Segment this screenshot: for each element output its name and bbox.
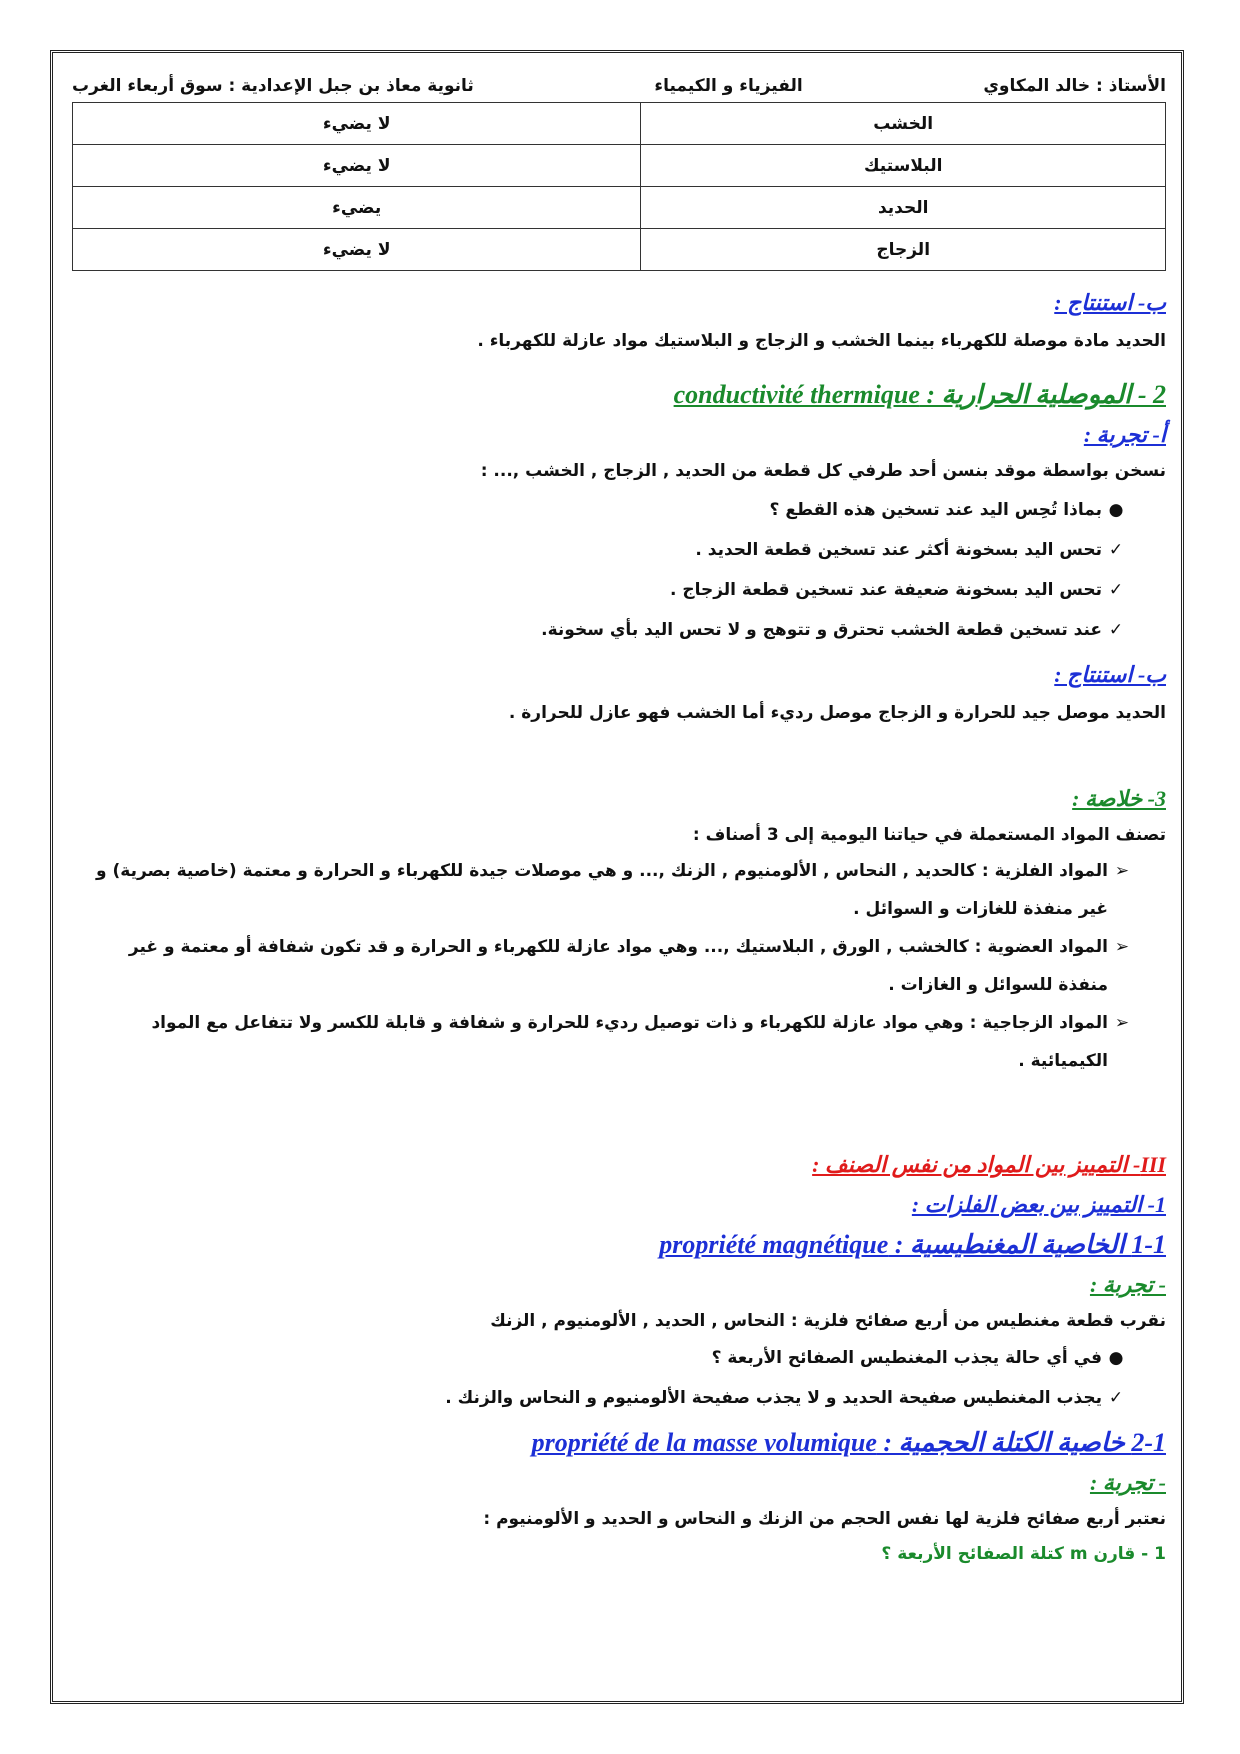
result-cell: لا يضيء <box>73 229 641 271</box>
experiment-title: أ- تجربة : <box>1083 422 1166 447</box>
answer-item: ✓ عند تسخين قطعة الخشب تحترق و تتوهج و لا تحس اليد بأي سخونة. <box>72 610 1166 650</box>
checkmark-icon: ✓ <box>1108 540 1124 560</box>
thermal-section <box>72 380 1166 726</box>
table-row <box>73 187 1166 229</box>
experiment-title: - تجربة : <box>1089 1470 1166 1495</box>
result-cell: لا يضيء <box>73 145 641 187</box>
result-cell: يضيء <box>73 187 641 229</box>
experiment-text: نعتبر أربع صفائح فلزية لها نفس الحجم من الزنك و النحاس و الحديد و الألومنيوم : <box>483 1509 1166 1529</box>
material-cell: الخشب <box>641 103 1166 145</box>
table-row <box>73 103 1166 145</box>
answer-item: ✓ تحس اليد بسخونة ضعيفة عند تسخين قطعة الزجاج . <box>72 570 1166 610</box>
experiment-title: - تجربة : <box>1089 1272 1166 1297</box>
result-cell: لا يضيء <box>73 103 641 145</box>
material-cell: الحديد <box>641 187 1166 229</box>
bullet-icon: ● <box>1108 1348 1124 1368</box>
question-item: ● في أي حالة يجذب المغنطيس الصفائح الأربعة ؟ <box>72 1338 1166 1378</box>
worksheet <box>72 72 1166 1564</box>
distinction-section <box>72 1152 1166 1564</box>
conclusion-text: الحديد مادة موصلة للكهرباء بينما الخشب و الزجاج و البلاستيك مواد عازلة للكهرباء . <box>477 331 1166 351</box>
arrow-bullet-icon: ➢ <box>1114 1013 1130 1033</box>
section-title: 3- خلاصة : <box>1072 786 1166 811</box>
school-name: ثانوية معاذ بن جبل الإعدادية : سوق أربعاء الغرب <box>72 76 474 96</box>
question-text: 1 - قارن m كتلة الصفائح الأربعة ؟ <box>881 1544 1166 1564</box>
summary-intro: تصنف المواد المستعملة في حياتنا اليومية إلى 3 أصناف : <box>692 825 1166 845</box>
checkmark-icon: ✓ <box>1108 1388 1124 1408</box>
page-header <box>72 72 1166 102</box>
experiment-text: نقرب قطعة مغنطيس من أربع صفائح فلزية : النحاس , الحديد , الألومنيوم , الزنك <box>490 1311 1166 1331</box>
checkmark-icon: ✓ <box>1108 620 1124 640</box>
table-row <box>73 229 1166 271</box>
teacher-name: الأستاذ : خالد المكاوي <box>983 76 1166 96</box>
checkmark-icon: ✓ <box>1108 580 1124 600</box>
list-item: ➢ المواد الفلزية : كالحديد , النحاس , الألومنيوم , الزنك ,... و هي موصلات جيدة للكهرباء و الحرارة و معتمة (خاصية بصرية) و غير منفذة للغازات و السوائل . <box>72 852 1166 928</box>
subsection-title: 2-1 خاصية الكتلة الحجمية : propriété de la masse volumique <box>531 1428 1166 1457</box>
bullet-icon: ● <box>1108 500 1124 520</box>
section-title: 2 - الموصلية الحرارية : conductivité thermique <box>673 380 1166 409</box>
conclusion-electric <box>72 290 1166 354</box>
answer-item: ✓ يجذب المغنطيس صفيحة الحديد و لا يجذب صفيحة الألومنيوم و النحاس والزنك . <box>72 1378 1166 1418</box>
question-item: ● بماذا تُحِس اليد عند تسخين هذه القطع ؟ <box>72 490 1166 530</box>
arrow-bullet-icon: ➢ <box>1114 937 1130 957</box>
material-cell: البلاستيك <box>641 145 1166 187</box>
material-cell: الزجاج <box>641 229 1166 271</box>
section-title: III- التمييز بين المواد من نفس الصنف : <box>812 1152 1166 1177</box>
conclusion-title: ب- استنتاج : <box>1054 662 1166 687</box>
list-item: ➢ المواد العضوية : كالخشب , الورق , البلاستيك ,... وهي مواد عازلة للكهرباء و الحرارة و قد تكون شفافة أو معتمة و غير منفذة للسوائل و الغازات . <box>72 928 1166 1004</box>
list-item: ➢ المواد الزجاجية : وهي مواد عازلة للكهرباء و ذات توصيل رديء للحرارة و شفافة و قابلة للكسر ولا تتفاعل مع المواد الكيميائية . <box>72 1004 1166 1080</box>
subsection-title: 1-1 الخاصية المغنطيسية : propriété magnétique <box>659 1230 1166 1259</box>
conductivity-table <box>72 102 1166 271</box>
arrow-bullet-icon: ➢ <box>1114 861 1130 881</box>
subsection-title: 1- التمييز بين بعض الفلزات : <box>911 1192 1166 1217</box>
experiment-text: نسخن بواسطة موقد بنسن أحد طرفي كل قطعة من الحديد , الزجاج , الخشب ,... : <box>480 461 1166 481</box>
conclusion-text: الحديد موصل جيد للحرارة و الزجاج موصل رديء أما الخشب فهو عازل للحرارة . <box>508 703 1166 723</box>
summary-section <box>72 786 1166 1080</box>
subject-name: الفيزياء و الكيمياء <box>654 76 803 96</box>
answer-item: ✓ تحس اليد بسخونة أكثر عند تسخين قطعة الحديد . <box>72 530 1166 570</box>
table-row <box>73 145 1166 187</box>
section-title: ب- استنتاج : <box>1054 290 1166 315</box>
